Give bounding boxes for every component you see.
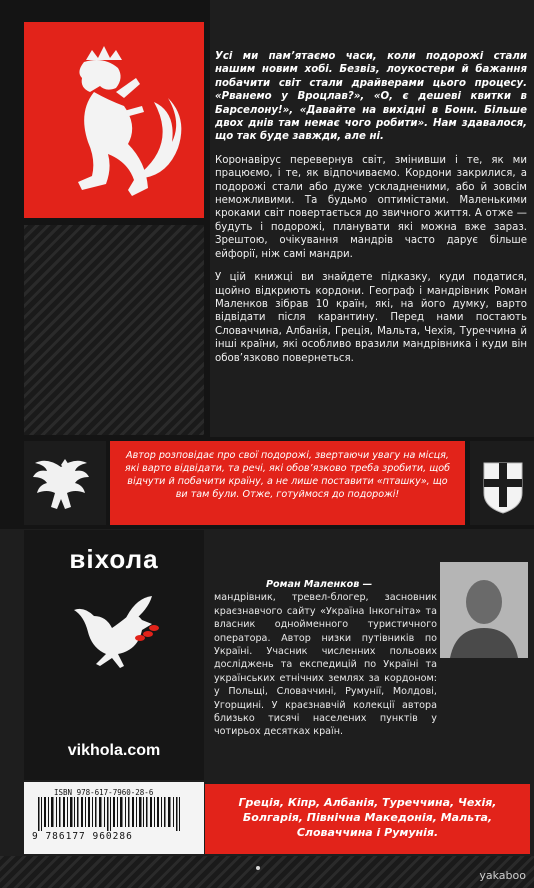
decorative-stripes — [24, 225, 204, 435]
greek-cross-icon — [470, 441, 534, 525]
czech-lion-box — [24, 22, 204, 218]
dove-icon — [64, 594, 164, 680]
back-cover-description — [215, 50, 527, 375]
albanian-eagle-icon — [24, 441, 106, 525]
bohemian-lion-icon — [24, 22, 204, 218]
publisher-logo-text: віхола — [69, 544, 159, 574]
paragraph-2: У цій книжці ви знайдете підказку, куди податися, щойно відкриють кордони. Географ і мандрівник Роман Маленков зібрав 10 країн, які, на його думку, варто відвідати після карантину. Перед нами постають Словаччина, Албанія, Греція, Мальта, Чехія, Туреччина й інші країни, які особливо вразили мандрівника і куди він обов’язково повернеться. — [215, 272, 527, 364]
author-bio — [214, 578, 529, 739]
bottom-dot — [256, 866, 260, 870]
author-name: Роман Маленков — — [266, 579, 373, 590]
lead-paragraph: Усі ми пам’ятаємо часи, коли подорожі стали нашим новим хобі. Безвіз, лоукостери й бажання побачити світ стали драйверами цього процесу. «Рванемо у Вроцлав?», «О, є дешеві квитки в Барселону!», «Давайте на вихідні в Бонн. Більше двох днів там немає чого робити». Нам здавалося, що так буде завжди, але ні. — [215, 51, 527, 143]
barcode-area — [24, 782, 204, 854]
paragraph-1: Коронавірус перевернув світ, змінивши і те, як ми працюємо, і те, як відпочиваємо. Кордони закрилися, а подорожі стали або дуже ускладненими, або й зовсім неможливими. Та будьмо оптимістами. Маленькими кроками світ повертається до звичного життя. А отже — будуть і подорожі, планувати які можна вже зараз. Зрештою, очікування мандрів часто дарує більше ейфорії, ніж самі мандри. — [215, 154, 527, 260]
albania-eagle-box — [24, 441, 106, 525]
barcode-icon — [32, 797, 192, 833]
countries-list: Греція, Кіпр, Албанія, Туреччина, Чехія, Болгарія, Північна Македонія, Мальта, Словаччина і Румунія. — [205, 784, 530, 854]
author-bio-text: мандрівник, тревел-блогер, засновник краєзнавчого сайту «Україна Інкогніта» та власник однойменного туристичного оператора. Автор низки путівників по Україні. Учасник численних польових досліджень та експедицій по Україні та українських етнічних землях за кордоном: у Польщі, Словаччині, Румунії, Молдові, Угорщині. У краєзнавчій колекції автора близько тисячі населених пунктів у чотирьох десятках країн. — [214, 592, 437, 738]
isbn-text: ISBN 978-617-7960-28-6 — [54, 788, 154, 797]
red-promo-note: Автор розповідає про свої подорожі, звертаючи увагу на місця, які варто відвідати, та речі, які обов’язково треба зробити, щоб відчути й побачити країну, а не лише поставити «пташку», що ви там були. Отже, готуймося до подорожі! — [110, 441, 465, 525]
publisher-website: vikhola.com — [67, 742, 161, 759]
greece-cross-box — [470, 441, 534, 525]
barcode-digits: 9 786177 960286 — [32, 831, 133, 842]
watermark: yakaboo — [479, 869, 526, 882]
bottom-stripes — [0, 856, 534, 888]
author-bio-text-wrap — [214, 591, 437, 738]
